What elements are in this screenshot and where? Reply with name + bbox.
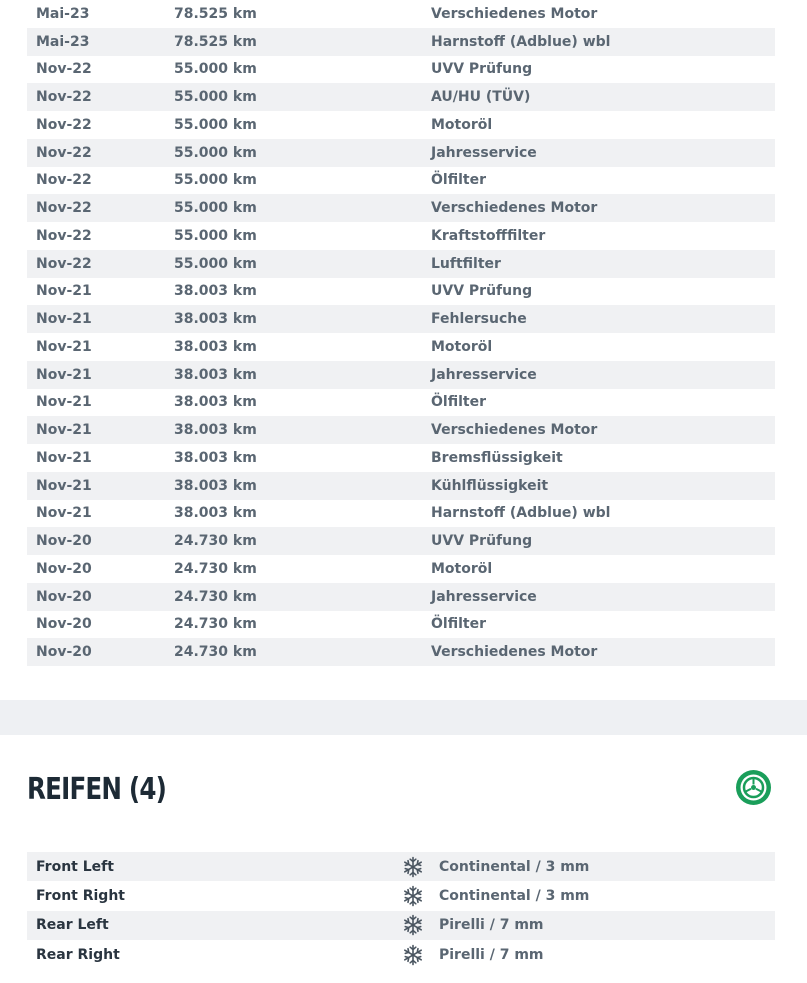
service-mileage: 38.003 km: [174, 283, 257, 300]
tire-details: Pirelli / 7 mm: [439, 917, 544, 934]
service-mileage: 24.730 km: [174, 644, 257, 661]
snowflake-icon: [402, 856, 424, 878]
service-name: Harnstoff (Adblue) wbl: [431, 505, 611, 522]
service-date: Nov-22: [36, 200, 92, 217]
service-mileage: 38.003 km: [174, 338, 257, 355]
service-name: UVV Prüfung: [431, 61, 533, 78]
service-date: Nov-22: [36, 255, 92, 272]
table-row: [27, 28, 775, 56]
service-date: Nov-22: [36, 144, 92, 161]
service-mileage: 24.730 km: [174, 588, 257, 605]
service-name: Jahresservice: [431, 366, 537, 383]
service-name: Harnstoff (Adblue) wbl: [431, 33, 611, 50]
service-mileage: 38.003 km: [174, 505, 257, 522]
service-mileage: 55.000 km: [174, 61, 257, 78]
tire-row: [27, 852, 775, 881]
tire-position: Rear Left: [36, 917, 109, 934]
service-date: Nov-20: [36, 533, 92, 550]
table-row: [27, 167, 775, 195]
service-name: Ölfilter: [431, 172, 486, 189]
service-date: Nov-21: [36, 283, 92, 300]
service-name: Verschiedenes Motor: [431, 200, 598, 217]
table-row: [27, 139, 775, 167]
service-name: AU/HU (TÜV): [431, 89, 531, 106]
service-date: Nov-21: [36, 477, 92, 494]
table-row: [27, 500, 775, 528]
tire-position: Front Left: [36, 858, 114, 875]
table-row: [27, 416, 775, 444]
service-mileage: 38.003 km: [174, 449, 257, 466]
service-name: Verschiedenes Motor: [431, 422, 598, 439]
service-date: Nov-22: [36, 172, 92, 189]
table-row: [27, 0, 775, 28]
table-row: [27, 305, 775, 333]
tire-position: Front Right: [36, 887, 125, 904]
service-date: Nov-21: [36, 311, 92, 328]
service-name: UVV Prüfung: [431, 283, 533, 300]
service-name: Bremsflüssigkeit: [431, 449, 563, 466]
tire-row: [27, 881, 775, 910]
service-mileage: 55.000 km: [174, 227, 257, 244]
service-name: Kraftstofffilter: [431, 227, 546, 244]
service-name: Luftfilter: [431, 255, 501, 272]
service-date: Nov-20: [36, 588, 92, 605]
service-date: Nov-21: [36, 366, 92, 383]
service-date: Nov-21: [36, 505, 92, 522]
table-row: [27, 333, 775, 361]
service-name: Verschiedenes Motor: [431, 644, 598, 661]
snowflake-icon: [402, 914, 424, 936]
service-date: Nov-22: [36, 116, 92, 133]
table-row: [27, 111, 775, 139]
service-history-table: [27, 0, 775, 666]
service-mileage: 24.730 km: [174, 560, 257, 577]
service-date: Nov-21: [36, 338, 92, 355]
service-date: Nov-20: [36, 616, 92, 633]
table-row: [27, 389, 775, 417]
tire-row: [27, 940, 775, 969]
service-mileage: 55.000 km: [174, 200, 257, 217]
service-mileage: 38.003 km: [174, 394, 257, 411]
table-row: [27, 611, 775, 639]
tire-row: [27, 911, 775, 940]
snowflake-icon: [402, 944, 424, 966]
table-row: [27, 472, 775, 500]
service-date: Nov-20: [36, 644, 92, 661]
table-row: [27, 250, 775, 278]
service-date: Mai-23: [36, 33, 90, 50]
service-name: Kühlflüssigkeit: [431, 477, 549, 494]
service-mileage: 55.000 km: [174, 255, 257, 272]
service-name: Motoröl: [431, 116, 493, 133]
service-date: Nov-22: [36, 89, 92, 106]
service-mileage: 24.730 km: [174, 533, 257, 550]
service-name: Motoröl: [431, 560, 493, 577]
service-date: Nov-22: [36, 227, 92, 244]
service-name: Ölfilter: [431, 394, 486, 411]
service-name: Motoröl: [431, 338, 493, 355]
service-name: Jahresservice: [431, 588, 537, 605]
table-row: [27, 194, 775, 222]
table-row: [27, 56, 775, 84]
service-date: Mai-23: [36, 5, 90, 22]
service-mileage: 55.000 km: [174, 116, 257, 133]
service-name: Fehlersuche: [431, 311, 527, 328]
service-mileage: 55.000 km: [174, 172, 257, 189]
service-date: Nov-21: [36, 422, 92, 439]
table-row: [27, 527, 775, 555]
table-row: [27, 83, 775, 111]
table-row: [27, 222, 775, 250]
service-mileage: 78.525 km: [174, 33, 257, 50]
service-mileage: 24.730 km: [174, 616, 257, 633]
service-name: Ölfilter: [431, 616, 486, 633]
table-row: [27, 555, 775, 583]
service-mileage: 38.003 km: [174, 477, 257, 494]
tires-section-title: REIFEN (4): [27, 772, 167, 807]
table-row: [27, 638, 775, 666]
service-mileage: 38.003 km: [174, 366, 257, 383]
service-mileage: 38.003 km: [174, 422, 257, 439]
service-mileage: 55.000 km: [174, 89, 257, 106]
tire-details: Continental / 3 mm: [439, 858, 590, 875]
snowflake-icon: [402, 885, 424, 907]
tires-table: [27, 852, 775, 969]
tire-icon: [736, 770, 771, 805]
section-divider: [0, 700, 807, 735]
service-mileage: 38.003 km: [174, 311, 257, 328]
service-date: Nov-20: [36, 560, 92, 577]
service-mileage: 55.000 km: [174, 144, 257, 161]
tire-details: Pirelli / 7 mm: [439, 946, 544, 963]
tire-details: Continental / 3 mm: [439, 887, 590, 904]
service-date: Nov-21: [36, 394, 92, 411]
service-date: Nov-22: [36, 61, 92, 78]
service-date: Nov-21: [36, 449, 92, 466]
service-name: Verschiedenes Motor: [431, 5, 598, 22]
service-mileage: 78.525 km: [174, 5, 257, 22]
tire-position: Rear Right: [36, 946, 120, 963]
table-row: [27, 278, 775, 306]
table-row: [27, 444, 775, 472]
table-row: [27, 583, 775, 611]
table-row: [27, 361, 775, 389]
service-name: Jahresservice: [431, 144, 537, 161]
service-name: UVV Prüfung: [431, 533, 533, 550]
